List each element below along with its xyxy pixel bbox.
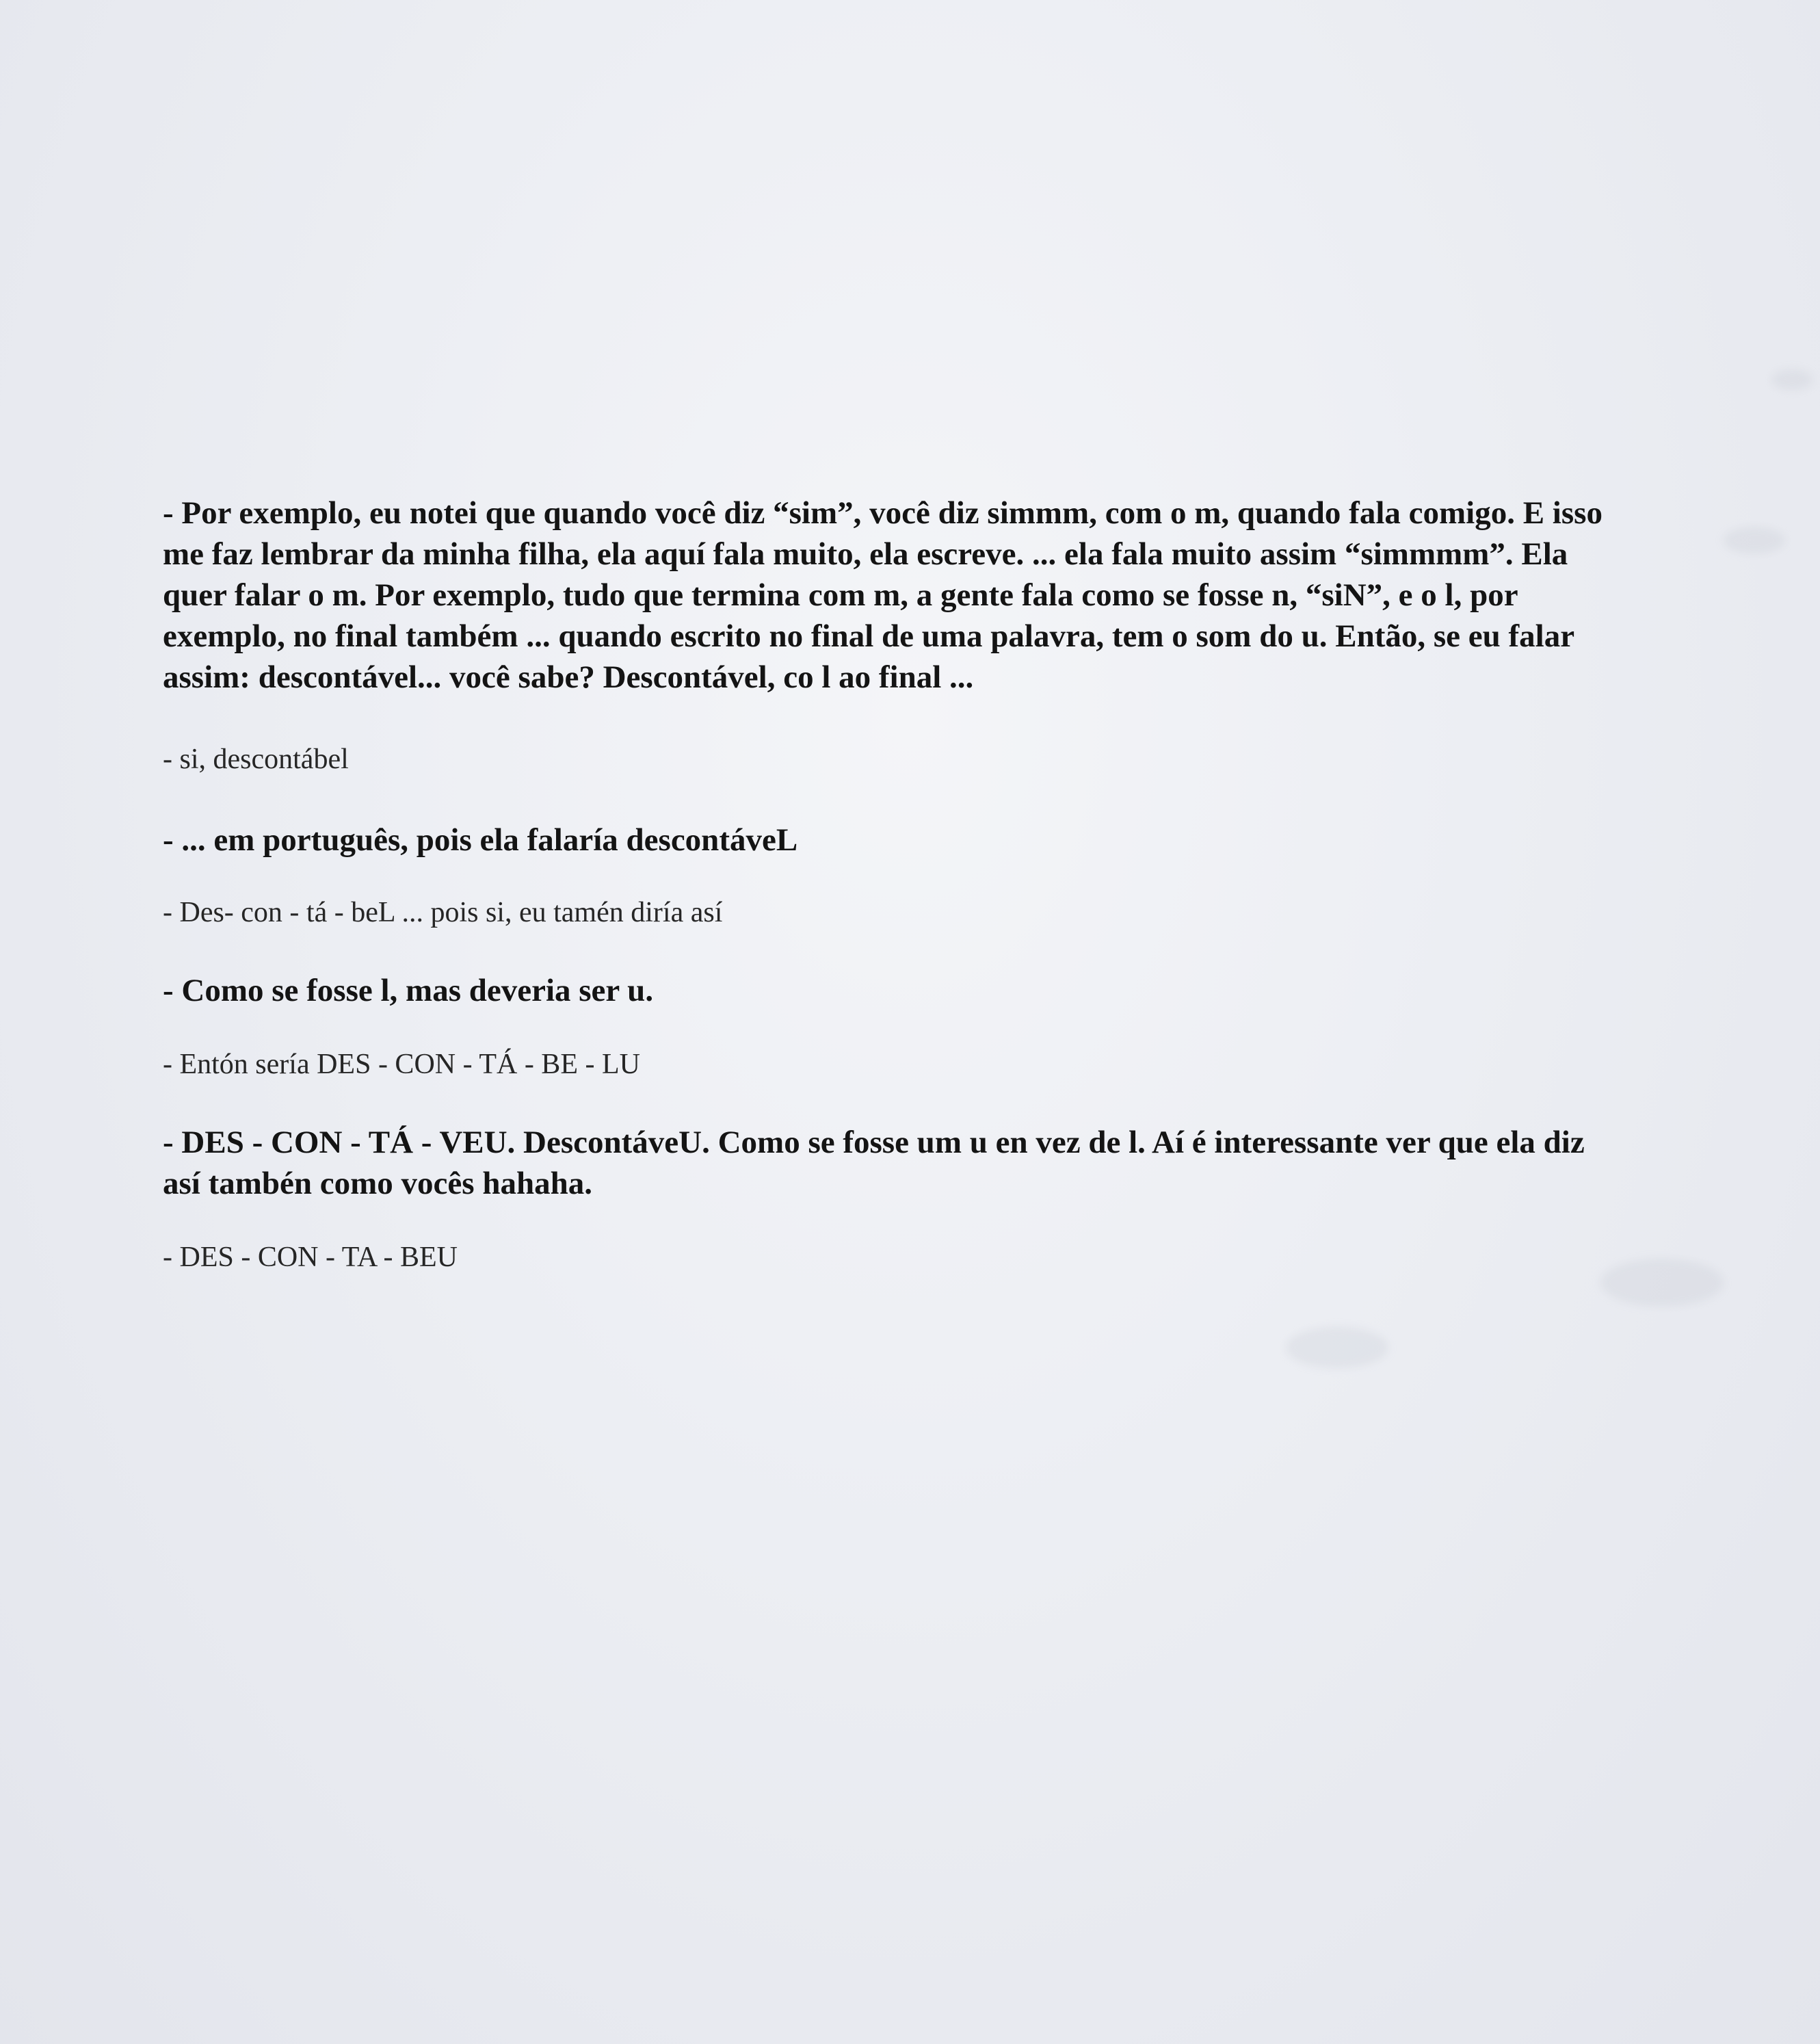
speaker-b-reply-1: - si, descontábel [163,744,349,775]
transcript-document [163,493,1620,1276]
speaker-a-paragraph-3: - Como se fosse l, mas deveria ser u. [163,973,654,1008]
speaker-b-reply-2: - Des- con - tá - beL ... pois si, eu tamén diría así [163,897,723,928]
speaker-b-reply-3: - Entón sería DES - CON - TÁ - BE - LU [163,1049,640,1080]
speaker-a-paragraph-1: - Por exemplo, eu notei que quando você diz “sim”, você diz simmm, com o m, quando fala comigo. E isso me faz lembrar da minha filha, ela aquí fala muito, ela escreve. ... ela fala muito assim “simmmm”. Ela quer falar o m. Por exemplo, tudo que termina com m, a gente fala como se fosse n, “siN”, e o l, por exemplo, no final também ... quando escrito no final de uma palavra, tem o som do u. Então, se eu falar assim: descontável... você sabe? Descontável, co l ao final ... [163,495,1603,695]
speaker-a-paragraph-2: - ... em português, pois ela falaría descontáveL [163,822,798,858]
speaker-a-paragraph-4: - DES - CON - TÁ - VEU. DescontáveU. Como se fosse um u en vez de l. Aí é interessante ver que ela diz así tambén como vocês hahaha. [163,1125,1585,1201]
speaker-b-reply-4: - DES - CON - TA - BEU [163,1242,458,1273]
